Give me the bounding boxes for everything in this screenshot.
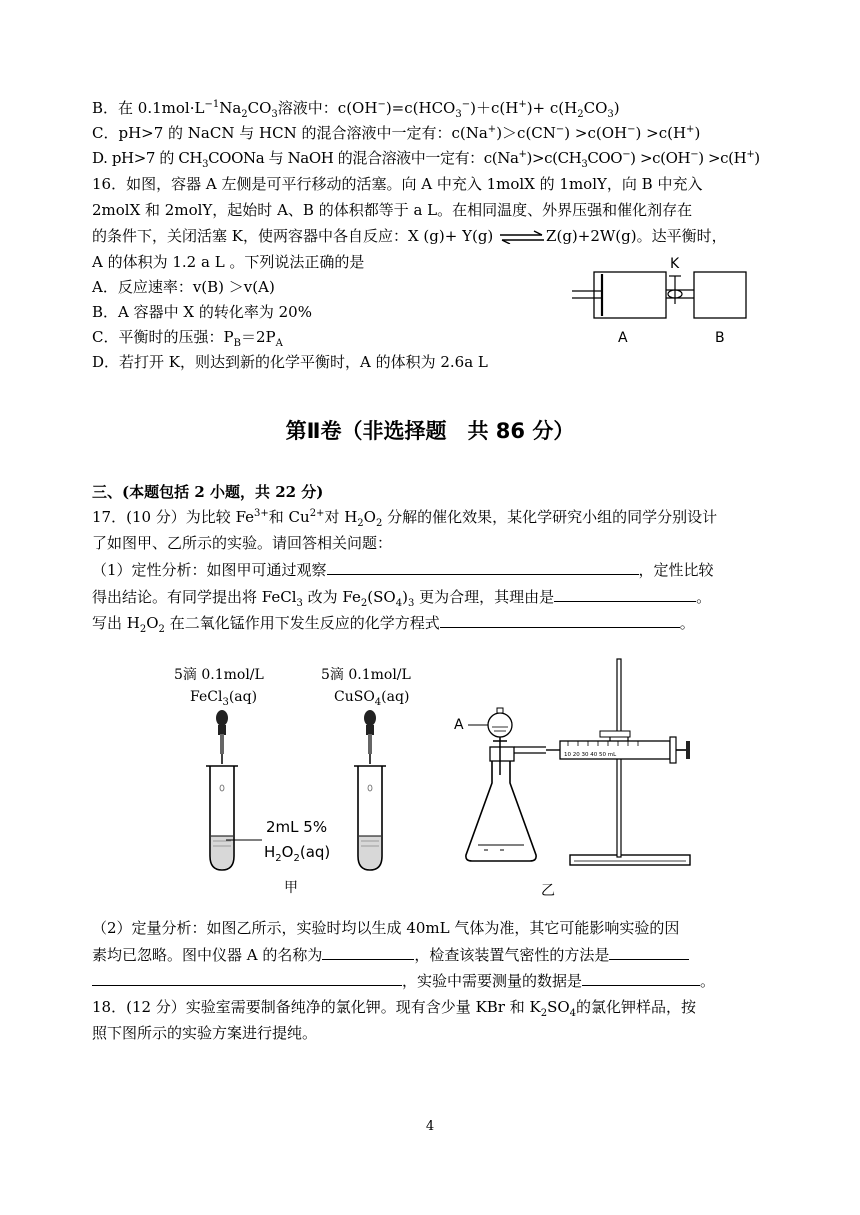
- q17-part2-line3: ，实验中需要测量的数据是 。: [92, 971, 715, 991]
- q17-part2-line1: （2）定量分析：如图乙所示，实验时均以生成 40mL 气体为准，其它可能影响实验的因: [92, 919, 680, 937]
- answer-blank-airtightness-1[interactable]: [609, 945, 689, 960]
- q16-option-b: B．A 容器中 X 的转化率为 20%: [92, 303, 312, 321]
- q17-part1-line1: （1）定性分析：如图甲可通过观察 ，定性比较: [92, 561, 714, 579]
- q17-part2-line2: 素均已忽略。图中仪器 A 的名称为 ，检查该装置气密性的方法是: [92, 945, 689, 965]
- q15-option-b: B．在 $0.1mol\cdot L^{-1}Na_2CO_3$溶液中：$c(OH^-)=c(HCO_3^-)+c(H^+)+ c(H_2CO_3)$: [92, 99, 620, 120]
- answer-blank-reason[interactable]: [554, 587, 696, 602]
- q15-option-d: D. pH>7 的 $CH_3COONa$ 与 NaOH 的混合溶液中一定有：$c(Na^+)>c(CH_3COO^-) >c(OH^-) >c(H^+)$: [92, 149, 760, 170]
- equilibrium-arrow-icon: [498, 230, 546, 244]
- conical-flask-icon: [466, 761, 536, 861]
- dropper1-label-line1: 5滴 0.1mol/L: [174, 667, 264, 683]
- answer-blank-equation[interactable]: [440, 613, 680, 628]
- answer-blank-airtightness-2[interactable]: [92, 971, 402, 986]
- q16-stem-line1: 16．如图，容器 A 左侧是可平行移动的活塞。向 A 中充入 1molX 的 1molY，向 B 中充入: [92, 175, 703, 193]
- q17-stem-line2: 了如图甲、乙所示的实验。请回答相关问题：: [92, 534, 393, 552]
- dropper2-label-line2: CuSO$_4$(aq): [334, 689, 410, 708]
- answer-blank-instrument-name[interactable]: [322, 945, 414, 960]
- q17-part1-line3: 写出 $H_2O_2$ 在二氧化锰作用下发生反应的化学方程式 。: [92, 614, 695, 635]
- q16-stem-line4: A 的体积为 1.2 a L 。下列说法正确的是: [92, 253, 365, 271]
- answer-blank-measured-data[interactable]: [582, 971, 700, 986]
- figure-jia-test-tubes: [196, 708, 396, 880]
- valve-k-label: K: [670, 256, 680, 272]
- figure-jia-caption: 甲: [284, 880, 298, 896]
- q16-option-d: D．若打开 K，则达到新的化学平衡时，A 的体积为 2.6a L: [92, 353, 488, 371]
- h2o2-label-line2: $H_2O_2(aq)$: [264, 843, 331, 864]
- dropper2-label-line1: 5滴 0.1mol/L: [321, 667, 411, 683]
- figure-yi-caption: 乙: [541, 883, 555, 899]
- page-number: 4: [425, 1119, 435, 1134]
- dropper1-label-line2: FeCl$_3$(aq): [190, 689, 258, 708]
- q17-stem-line1: 17．(10 分）为比较 $Fe^{3+}$和 $Cu^{2+}$对 $H_2O_2$ 分解的催化效果，某化学研究小组的同学分别设计: [92, 508, 718, 529]
- container-a-label: A: [618, 330, 628, 346]
- q16-container-figure: [562, 254, 752, 350]
- test-tube-1-icon: [206, 766, 238, 870]
- q15-option-c: C．pH>7 的 NaCN 与 HCN 的混合溶液中一定有：c(Na+)＞c(CN−) >c(OH−) >c(H+): [92, 124, 701, 142]
- q18-stem-line1: 18．(12 分）实验室需要制备纯净的氯化钾。现有含少量 KBr 和 $K_2SO_4$的氯化钾样品，按: [92, 998, 697, 1019]
- answer-blank-observation[interactable]: [327, 560, 639, 575]
- q17-part1-line2: 得出结论。有同学提出将 FeCl$_3$ 改为 $Fe_2(SO_4)_3$ 更为合理，其理由是 。: [92, 588, 712, 609]
- test-tube-2-icon: [354, 766, 386, 870]
- dropper-1-icon: [216, 710, 228, 764]
- q16-stem-line2: 2molX 和 2molY，起始时 A、B 的体积都等于 a L。在相同温度、外界压强和催化剂存在: [92, 201, 693, 219]
- syringe-scale-label: 10 20 30 40 50 mL: [564, 752, 617, 758]
- h2o2-label-line1: 2mL 5%: [266, 818, 328, 836]
- container-b-label: B: [715, 330, 725, 346]
- q16-option-c: C．平衡时的压强：$P_B=2P_A$: [92, 328, 283, 349]
- dropper-2-icon: [364, 710, 376, 764]
- q16-stem-line3: 的条件下，关闭活塞 K，使两容器中各自反应：X (g)+ Y(g) Z(g)+2W(g)。达平衡时，: [92, 227, 727, 245]
- instrument-a-label: A: [454, 717, 464, 733]
- syringe-icon: [546, 737, 690, 763]
- q16-option-a: A．反应速率：v(B) ＞v(A): [92, 278, 275, 296]
- figure-yi-apparatus: [450, 655, 700, 890]
- q18-stem-line2: 照下图所示的实验方案进行提纯。: [92, 1024, 318, 1042]
- section-title: 第Ⅱ卷（非选择题 共 86 分）: [285, 419, 575, 443]
- part-three-heading: 三、(本题包括 2 小题，共 22 分): [92, 483, 324, 501]
